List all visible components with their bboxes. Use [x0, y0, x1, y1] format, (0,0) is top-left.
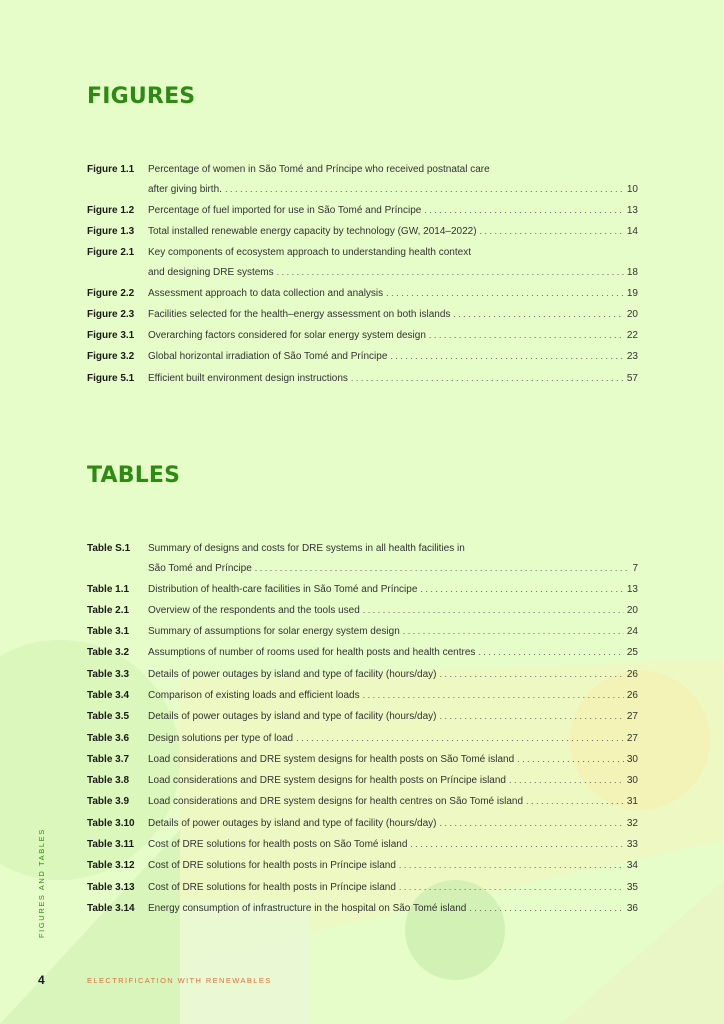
table-title: Summary of assumptions for solar energy system design: [148, 626, 400, 638]
table-label: Table 3.7: [87, 753, 130, 765]
table-label: Table 3.14: [87, 902, 135, 914]
figure-label: Figure 2.3: [87, 308, 135, 320]
dot-leader: [386, 284, 624, 304]
table-page-number: 25: [626, 647, 638, 659]
figure-page-number: 18: [626, 266, 638, 278]
figure-entry[interactable]: [87, 326, 638, 347]
table-title: Overview of the respondents and the tools used: [148, 604, 360, 616]
table-title: Cost of DRE solutions for health posts in Príncipe island: [148, 860, 396, 872]
figure-page-number: 14: [626, 225, 638, 237]
table-title-line1: Summary of designs and costs for DRE systems in all health facilities in: [148, 543, 465, 554]
table-page-number: 26: [626, 689, 638, 701]
table-entry[interactable]: [87, 580, 638, 601]
dot-leader: [469, 899, 624, 919]
table-entry[interactable]: [87, 539, 638, 580]
table-entry[interactable]: [87, 622, 638, 643]
table-page-number: 27: [626, 732, 638, 744]
figure-title-line1: Percentage of women in São Tomé and Príncipe who received postnatal care: [148, 164, 490, 175]
table-entry[interactable]: [87, 601, 638, 622]
table-page-number: 27: [626, 711, 638, 723]
table-page-number: 30: [626, 753, 638, 765]
table-label: Table 3.13: [87, 881, 135, 893]
table-page-number: 31: [626, 796, 638, 808]
table-page-number: 34: [626, 860, 638, 872]
table-title: São Tomé and Príncipe: [148, 562, 252, 574]
figure-title: Percentage of fuel imported for use in São Tomé and Príncipe: [148, 204, 422, 216]
table-page-number: 36: [626, 902, 638, 914]
dot-leader: [296, 729, 624, 749]
figure-entry[interactable]: [87, 369, 638, 390]
table-entry[interactable]: [87, 750, 638, 771]
section-side-label: FIGURES AND TABLES: [37, 828, 46, 938]
table-title: Load considerations and DRE system designs for health posts on São Tomé island: [148, 753, 515, 765]
figures-heading: FIGURES: [87, 84, 196, 109]
dot-leader: [509, 771, 624, 791]
figure-page-number: 57: [626, 372, 638, 384]
dot-leader: [399, 856, 624, 876]
figure-label: Figure 2.1: [87, 247, 135, 259]
table-title: Design solutions per type of load: [148, 732, 294, 744]
table-page-number: 20: [626, 604, 638, 616]
dot-leader: [440, 707, 624, 727]
figure-entry[interactable]: [87, 243, 638, 284]
table-page-number: 33: [626, 839, 638, 851]
table-title: Cost of DRE solutions for health posts in Príncipe island: [148, 881, 396, 893]
figure-title-line1: Key components of ecosystem approach to understanding health context: [148, 247, 471, 259]
table-label: Table S.1: [87, 543, 131, 554]
dot-leader: [429, 326, 624, 346]
table-entry[interactable]: [87, 686, 638, 707]
table-title: Distribution of health-care facilities in São Tomé and Príncipe: [148, 583, 418, 595]
table-label: Table 3.1: [87, 626, 130, 638]
table-entry[interactable]: [87, 856, 638, 877]
figure-label: Figure 1.3: [87, 225, 135, 237]
dot-leader: [480, 222, 624, 242]
dot-leader: [526, 792, 624, 812]
figure-title: Overarching factors considered for solar energy system design: [148, 330, 426, 342]
figure-entry[interactable]: [87, 305, 638, 326]
table-title: Load considerations and DRE system designs for health centres on São Tomé island: [148, 796, 524, 808]
page-number: 4: [38, 973, 45, 987]
table-label: Table 1.1: [87, 583, 130, 595]
table-label: Table 3.6: [87, 732, 130, 744]
dot-leader: [420, 580, 623, 600]
dot-leader: [517, 750, 624, 770]
table-title: Details of power outages by island and type of facility (hours/day): [148, 817, 437, 829]
figure-page-number: 10: [626, 183, 638, 195]
figure-page-number: 20: [626, 308, 638, 320]
dot-leader: [403, 622, 624, 642]
table-entry[interactable]: [87, 814, 638, 835]
table-page-number: 32: [626, 817, 638, 829]
figure-entry[interactable]: [87, 222, 638, 243]
dot-leader: [351, 369, 624, 389]
figure-label: Figure 3.2: [87, 351, 135, 363]
figure-page-number: 22: [626, 330, 638, 342]
table-label: Table 2.1: [87, 604, 130, 616]
table-entry[interactable]: [87, 835, 638, 856]
figure-title: and designing DRE systems: [148, 266, 274, 278]
dot-leader: [277, 263, 624, 283]
table-entry[interactable]: [87, 643, 638, 664]
table-entry[interactable]: [87, 729, 638, 750]
table-entry[interactable]: [87, 771, 638, 792]
table-title: Load considerations and DRE system designs for health posts on Príncipe island: [148, 775, 506, 787]
dot-leader: [225, 180, 624, 200]
table-page-number: 13: [626, 583, 638, 595]
figures-list: [87, 160, 638, 390]
tables-list: [87, 539, 638, 920]
table-title: Details of power outages by island and type of facility (hours/day): [148, 711, 437, 723]
dot-leader: [255, 559, 630, 579]
figure-entry[interactable]: [87, 160, 638, 201]
table-label: Table 3.10: [87, 817, 135, 829]
table-page-number: 35: [626, 881, 638, 893]
table-page-number: 24: [626, 626, 638, 638]
figure-title: Global horizontal irradiation of São Tomé and Príncipe: [148, 351, 388, 363]
table-label: Table 3.5: [87, 711, 130, 723]
table-entry[interactable]: [87, 707, 638, 728]
dot-leader: [440, 665, 624, 685]
table-label: Table 3.12: [87, 860, 135, 872]
dot-leader: [478, 643, 623, 663]
footer-report-title: ELECTRIFICATION WITH RENEWABLES: [87, 976, 272, 985]
table-page-number: 26: [626, 668, 638, 680]
figure-title: Total installed renewable energy capacity by technology (GW, 2014–2022): [148, 225, 477, 237]
table-page-number: 7: [632, 562, 638, 574]
figure-title: Assessment approach to data collection and analysis: [148, 287, 384, 299]
figure-label: Figure 2.2: [87, 287, 135, 299]
figure-label: Figure 5.1: [87, 372, 135, 384]
table-label: Table 3.11: [87, 839, 135, 851]
table-title: Cost of DRE solutions for health posts on São Tomé island: [148, 839, 408, 851]
table-entry[interactable]: [87, 878, 638, 899]
dot-leader: [440, 814, 624, 834]
figure-title: Facilities selected for the health–energy assessment on both islands: [148, 308, 451, 320]
table-label: Table 3.3: [87, 668, 130, 680]
dot-leader: [410, 835, 623, 855]
figure-label: Figure 1.2: [87, 204, 135, 216]
table-title: Assumptions of number of rooms used for health posts and health centres: [148, 647, 476, 659]
figure-title: Efficient built environment design instructions: [148, 372, 348, 384]
table-entry[interactable]: [87, 665, 638, 686]
figure-label: Figure 3.1: [87, 330, 135, 342]
figure-label: Figure 1.1: [87, 164, 135, 175]
dot-leader: [363, 601, 624, 621]
table-label: Table 3.4: [87, 689, 130, 701]
figure-entry[interactable]: [87, 201, 638, 222]
figure-entry[interactable]: [87, 347, 638, 368]
table-entry[interactable]: [87, 899, 638, 920]
table-label: Table 3.2: [87, 647, 130, 659]
figure-entry[interactable]: [87, 284, 638, 305]
dot-leader: [453, 305, 623, 325]
dot-leader: [363, 686, 624, 706]
table-entry[interactable]: [87, 792, 638, 813]
dot-leader: [424, 201, 624, 221]
figure-page-number: 19: [626, 287, 638, 299]
table-title: Details of power outages by island and type of facility (hours/day): [148, 668, 437, 680]
table-title: Energy consumption of infrastructure in the hospital on São Tomé island: [148, 902, 467, 914]
figure-page-number: 23: [626, 351, 638, 363]
dot-leader: [390, 347, 623, 367]
dot-leader: [399, 878, 624, 898]
table-title: Comparison of existing loads and efficient loads: [148, 689, 360, 701]
figure-title: after giving birth.: [148, 183, 222, 195]
table-label: Table 3.9: [87, 796, 130, 808]
tables-heading: TABLES: [87, 463, 181, 488]
table-label: Table 3.8: [87, 775, 130, 787]
figure-page-number: 13: [626, 204, 638, 216]
table-page-number: 30: [626, 775, 638, 787]
